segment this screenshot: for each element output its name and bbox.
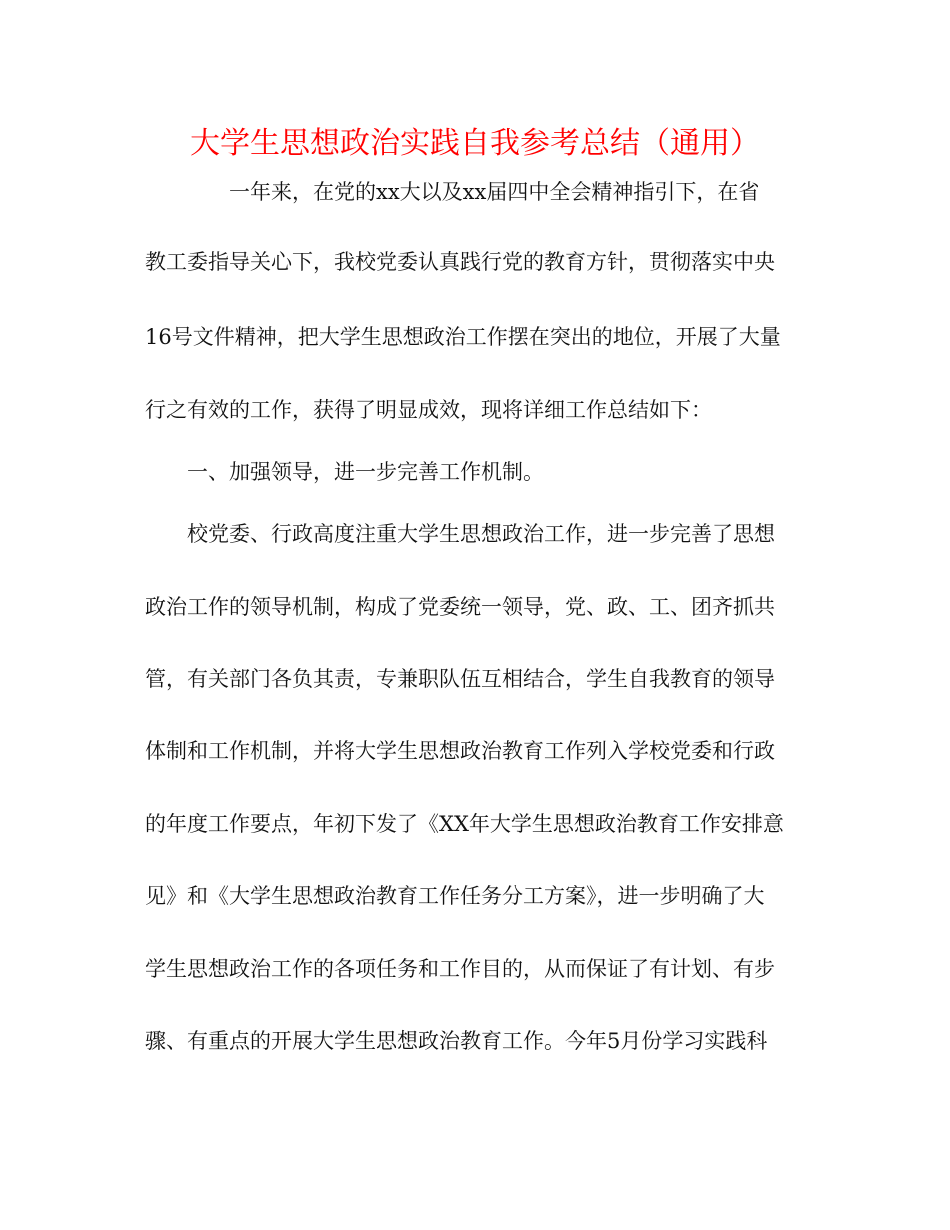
paragraph-line: 政治工作的领导机制，构成了党委统一领导，党、政、工、团齐抓共: [145, 595, 775, 619]
paragraph-line: 的年度工作要点，年初下发了《XX年大学生思想政治教育工作安排意: [145, 812, 784, 836]
paragraph-line: 体制和工作机制，并将大学生思想政治教育工作列入学校党委和行政: [145, 739, 775, 763]
paragraph-line: 学生思想政治工作的各项任务和工作目的，从而保证了有计划、有步: [145, 957, 775, 981]
section-heading: 一、加强领导，进一步完善工作机制。: [187, 460, 544, 484]
paragraph-line: 见》和《大学生思想政治教育工作任务分工方案》，进一步明确了大: [145, 884, 765, 908]
paragraph-line: 骤、有重点的开展大学生思想政治教育工作。今年5月份学习实践科: [145, 1029, 768, 1053]
paragraph-line: 教工委指导关心下，我校党委认真践行党的教育方针，贯彻落实中央: [145, 250, 775, 274]
paragraph-line: 校党委、行政高度注重大学生思想政治工作，进一步完善了思想: [187, 522, 775, 546]
document-title: 大学生思想政治实践自我参考总结（通用）: [190, 126, 760, 161]
paragraph-line: 一年来，在党的xx大以及xx届四中全会精神指引下，在省: [229, 180, 760, 204]
paragraph-line: 16号文件精神，把大学生思想政治工作摆在突出的地位，开展了大量: [145, 325, 781, 349]
paragraph-line: 管，有关部门各负其责，专兼职队伍互相结合，学生自我教育的领导: [145, 667, 775, 691]
paragraph-line: 行之有效的工作，获得了明显成效，现将详细工作总结如下：: [145, 398, 712, 422]
